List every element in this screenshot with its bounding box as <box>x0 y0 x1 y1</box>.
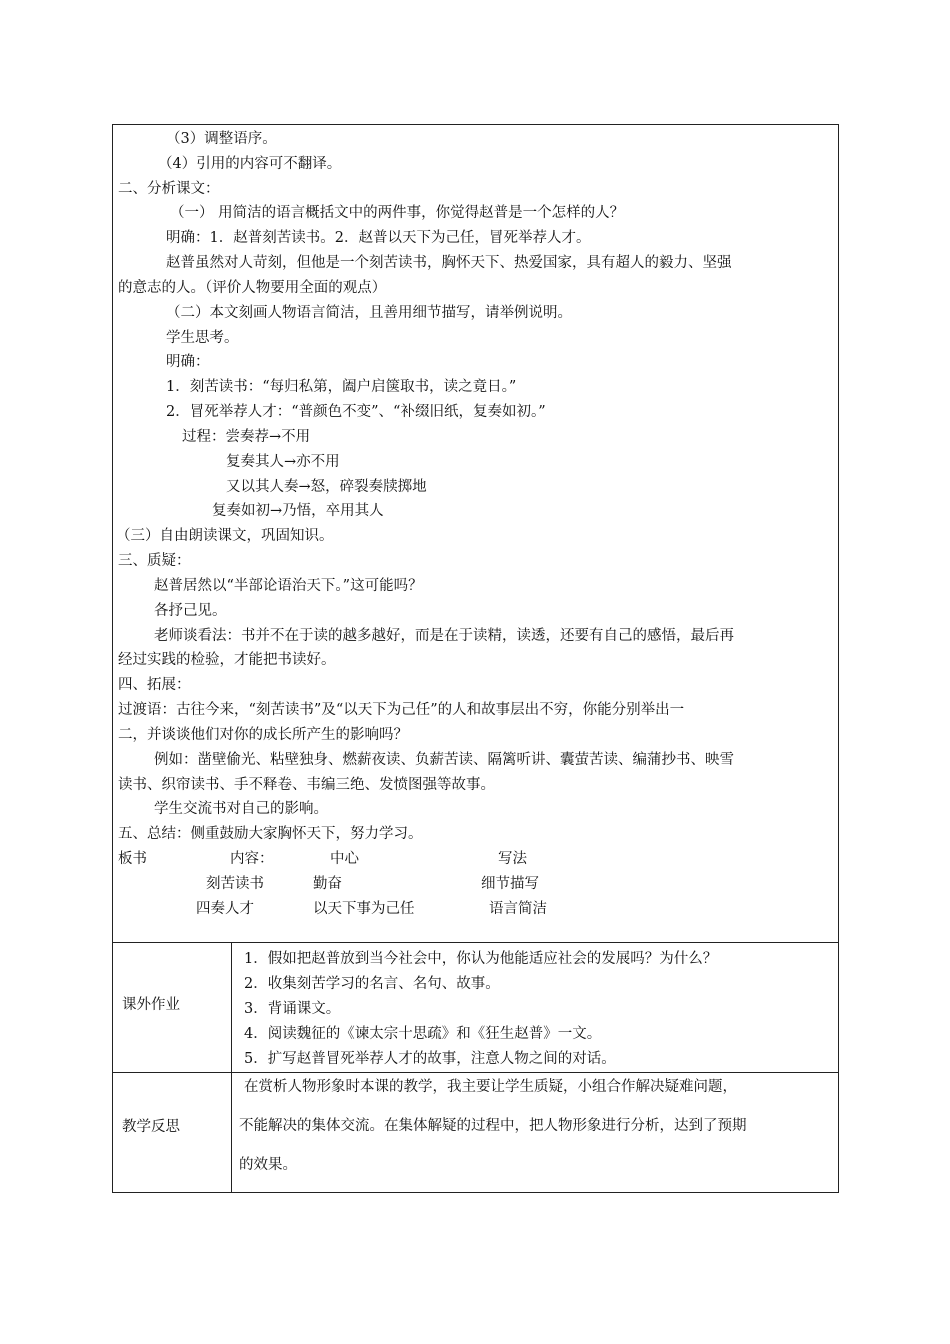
homework-item: 1．假如把赵普放到当今社会中，你认为他能适应社会的发展吗？为什么？ <box>244 951 718 967</box>
text-line: 赵普虽然对人苛刻，但他是一个刻苦读书，胸怀天下、热爱国家，具有超人的毅力、坚强 <box>166 255 732 271</box>
section-heading: 二、分析课文： <box>118 181 220 197</box>
board-cell: 细节描写 <box>481 876 539 892</box>
row-divider-1 <box>112 942 839 943</box>
text-line: 学生思考。 <box>166 330 239 346</box>
text-line: 明确：1．赵普刻苦读书。2．赵普以天下为己任，冒死举荐人才。 <box>166 230 591 246</box>
text-line: 的意志的人。（评价人物要用全面的观点） <box>118 280 387 296</box>
text-line: 例如：凿壁偷光、粘壁独身、燃薪夜读、负薪苦读、隔篱听讲、囊萤苦读、编蒲抄书、映雪 <box>154 752 734 768</box>
board-cell: 勤奋 <box>313 876 342 892</box>
board-col-method: 写法 <box>498 851 527 867</box>
text-line: 赵普居然以“半部论语治天下。”这可能吗？ <box>154 578 423 594</box>
section-heading: 三、质疑： <box>118 553 191 569</box>
text-line: 过渡语：古往今来，“刻苦读书”及“以天下为己任”的人和故事层出不穷，你能分别举出一 <box>118 702 685 718</box>
text-line: 明确： <box>166 354 210 370</box>
text-line: 2．冒死举荐人才：“普颜色不变”、“补缀旧纸，复奏如初。” <box>166 404 546 420</box>
homework-label: 课外作业 <box>122 997 180 1013</box>
board-cell: 语言简洁 <box>489 901 547 917</box>
text-line: 读书、织帘读书、手不释卷、韦编三绝、发愤图强等故事。 <box>118 777 495 793</box>
text-line: 复奏如初→乃悟，卒用其人 <box>212 503 384 519</box>
section-heading: 五、总结：侧重鼓励大家胸怀天下，努力学习。 <box>118 826 423 842</box>
board-col-center: 中心 <box>330 851 359 867</box>
text-line: （3）调整语序。 <box>166 131 277 147</box>
board-cell: 刻苦读书 <box>206 876 264 892</box>
text-line: 1．刻苦读书：“每归私第，阖户启箧取书，读之竟日。” <box>166 379 517 395</box>
text-line: 老师谈看法：书并不在于读的越多越好，而是在于读精，读透，还要有自己的感悟，最后再 <box>154 628 734 644</box>
reflection-line: 的效果。 <box>239 1157 297 1173</box>
board-cell: 四奏人才 <box>196 901 254 917</box>
column-divider <box>231 942 232 1193</box>
text-line: 各抒己见。 <box>154 603 227 619</box>
homework-item: 2．收集刻苦学习的名言、名句、故事。 <box>244 976 500 992</box>
homework-item: 3．背诵课文。 <box>244 1001 341 1017</box>
board-title: 板书 <box>118 851 147 867</box>
reflection-label: 教学反思 <box>122 1119 180 1135</box>
text-line: （二）本文刻画人物语言简洁，且善用细节描写，请举例说明。 <box>166 305 572 321</box>
text-line: 二，并谈谈他们对你的成长所产生的影响吗？ <box>118 727 408 743</box>
text-line: 学生交流书对自己的影响。 <box>154 801 328 817</box>
text-line: 经过实践的检验，才能把书读好。 <box>118 652 336 668</box>
homework-item: 4．阅读魏征的《谏太宗十思疏》和《狂生赵普》一文。 <box>244 1026 602 1042</box>
board-col-content: 内容： <box>230 851 274 867</box>
reflection-line: 不能解决的集体交流。在集体解疑的过程中，把人物形象进行分析，达到了预期 <box>239 1118 747 1134</box>
row-divider-2 <box>112 1072 839 1073</box>
text-line: 复奏其人→亦不用 <box>226 454 340 470</box>
text-line: 又以其人奏→怒，碎裂奏牍掷地 <box>226 479 427 495</box>
homework-item: 5．扩写赵普冒死举荐人才的故事，注意人物之间的对话。 <box>244 1051 616 1067</box>
reflection-line: 在赏析人物形象时本课的教学，我主要让学生质疑，小组合作解决疑难问题， <box>244 1079 737 1095</box>
text-line: （三）自由朗读课文，巩固知识。 <box>116 528 334 544</box>
text-line: （一） 用简洁的语言概括文中的两件事，你觉得赵普是一个怎样的人？ <box>170 205 625 221</box>
section-heading: 四、拓展： <box>118 677 191 693</box>
text-line: （4）引用的内容可不翻译。 <box>158 156 342 172</box>
text-line: 过程：尝奏荐→不用 <box>182 429 311 445</box>
board-cell: 以天下事为己任 <box>313 901 415 917</box>
